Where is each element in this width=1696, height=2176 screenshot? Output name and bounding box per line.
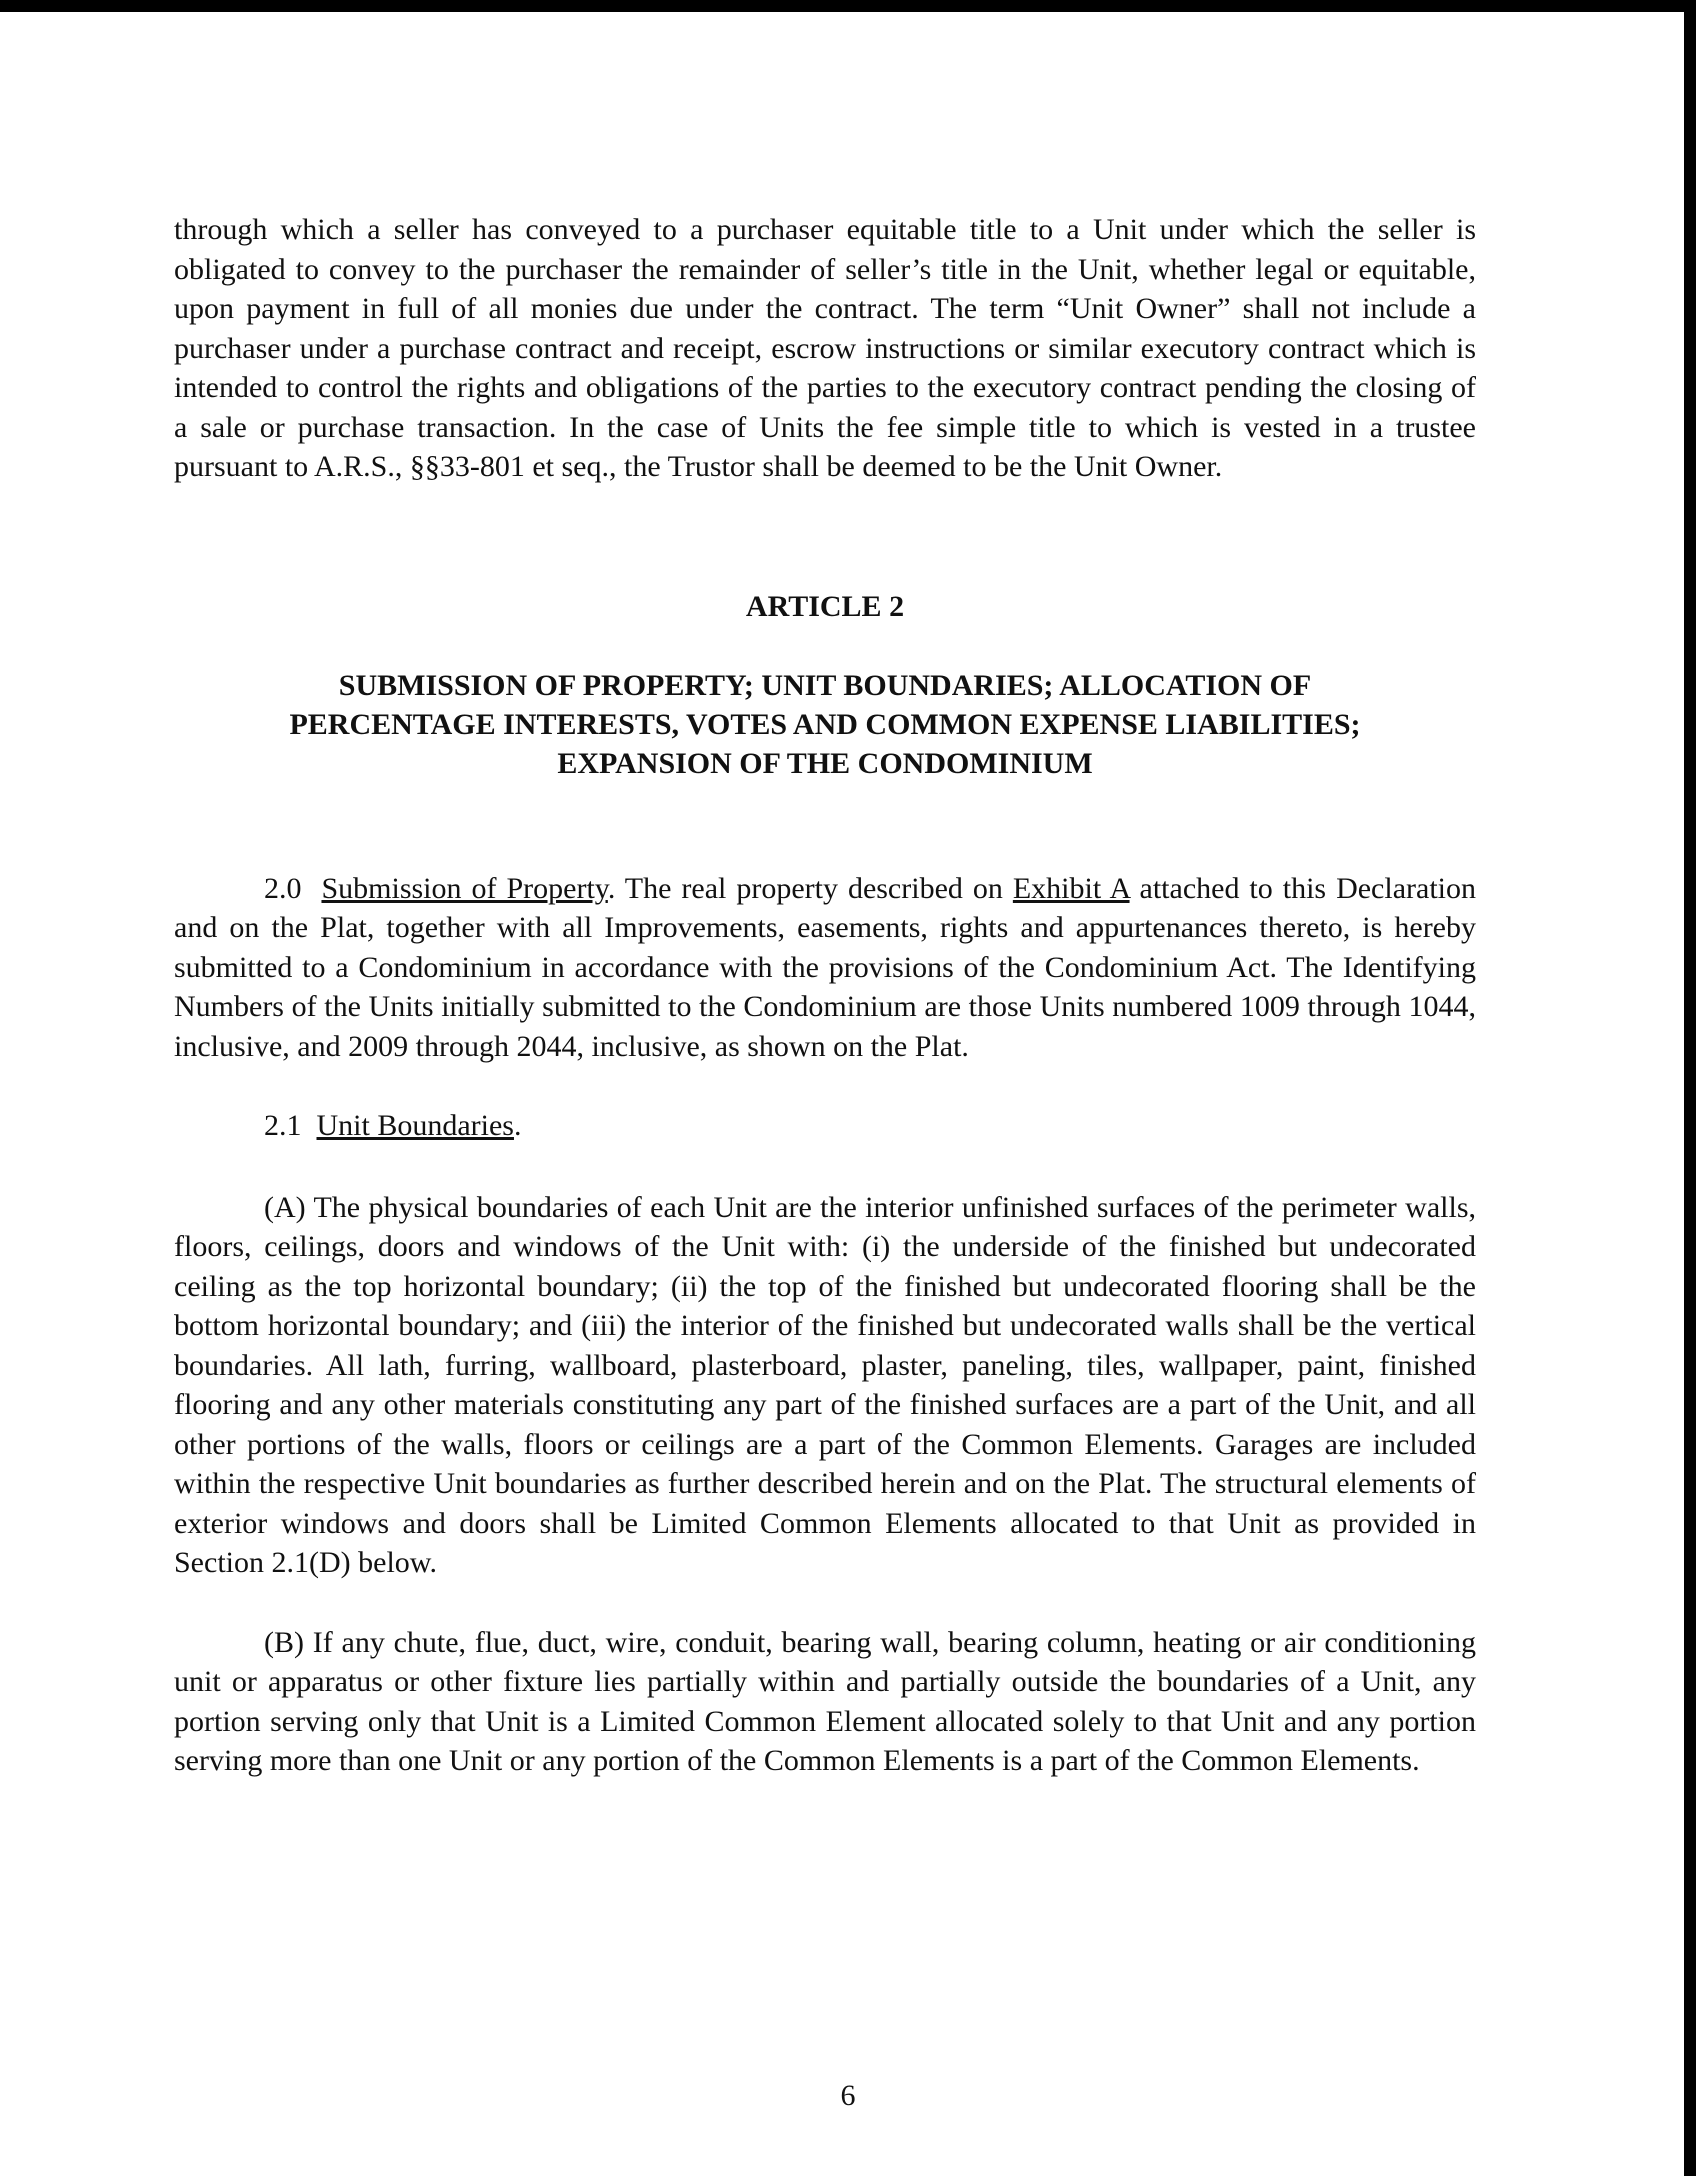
section-2-1-title-suffix: .: [513, 1109, 522, 1142]
page-number: 6: [840, 2079, 856, 2112]
section-2-1-para-a: (A) The physical boundaries of each Unit are the interior unfinished surfaces of the perimeter walls, floors, ceilings, doors and windows of the Unit with: (i) the underside of the finished but undecorated ceiling as the top horizontal boundary; (ii) the top of the finished but undecorated flooring shall be the bottom horizontal boundary; and (iii) the interior of the finished but undecorated walls shall be the vertical boundaries. All lath, furring, wallboard, plasterboard, plaster, paneling, tiles, wallpaper, paint, finished flooring and any other materials constituting any part of the finished surfaces are a part of the Unit, and all other portions of the walls, floors or ceilings are a part of the Common Elements. Garages are included within the respective Unit boundaries as further described herein and on the Plat. The structural elements of exterior windows and doors shall be Limited Common Elements allocated to that Unit as provided in Section 2.1(D) below.: [174, 1190, 1476, 1579]
article-heading-line-2: PERCENTAGE INTERESTS, VOTES AND COMMON EXPENSE LIABILITIES;: [289, 707, 1361, 741]
section-2-0-title: Submission of Property: [321, 871, 608, 905]
section-2-1-para-b: (B) If any chute, flue, duct, wire, conduit, bearing wall, bearing column, heating or air conditioning unit or apparatus or other fixture lies partially within and partially outside the boundaries of a Unit, any portion serving only that Unit is a Limited Common Element allocated solely to that Unit and any portion serving more than one Unit or any portion of the Common Elements is a part of the Common Elements.: [174, 1625, 1476, 1777]
exhibit-a-reference: Exhibit A: [1012, 871, 1130, 905]
article-heading-line-1: SUBMISSION OF PROPERTY; UNIT BOUNDARIES; ALLOCATION OF: [338, 668, 1312, 702]
document-page: [174, 210, 1476, 1781]
section-2-1-number: 2.1: [264, 1109, 302, 1142]
scan-border-right: [1684, 0, 1696, 2176]
article-title: ARTICLE 2: [745, 589, 905, 623]
section-2-0-text-a: . The real property described on: [607, 871, 1013, 905]
continued-paragraph: through which a seller has conveyed to a purchaser equitable title to a Unit under which the seller is obligated to convey to the purchaser the remainder of seller’s title in the Unit, whether legal or equitable, upon payment in full of all monies due under the contract. The term “Unit Owner” shall not include a purchaser under a purchase contract and receipt, escrow instructions or similar executory contract which is intended to control the rights and obligations of the parties to the executory contract pending the closing of a sale or purchase transaction. In the case of Units the fee simple title to which is vested in a trustee pursuant to A.R.S., §§33-801 et seq., the Trustor shall be deemed to be the Unit Owner.: [174, 213, 1476, 483]
article-heading: [174, 666, 1476, 783]
section-2-0-text-b: attached to this Declaration and on the Plat, together with all Improvements, easements, rights and appurtenances thereto, is hereby submitted to a Condominium in accordance with the provisions of the Condominium Act. The Identifying Numbers of the Units initially submitted to the Condominium are those Units numbered 1009 through 1044, inclusive, and 2009 through 2044, inclusive, as shown on the Plat.: [174, 871, 1476, 1063]
scan-border-top: [0, 0, 1696, 12]
section-2-1-heading: [174, 1106, 1476, 1146]
section-2-0-paragraph: [174, 869, 1476, 1067]
section-2-1-title: Unit Boundaries: [316, 1109, 514, 1142]
article-heading-line-3: EXPANSION OF THE CONDOMINIUM: [557, 746, 1093, 780]
section-2-0-number: 2.0: [264, 871, 302, 905]
